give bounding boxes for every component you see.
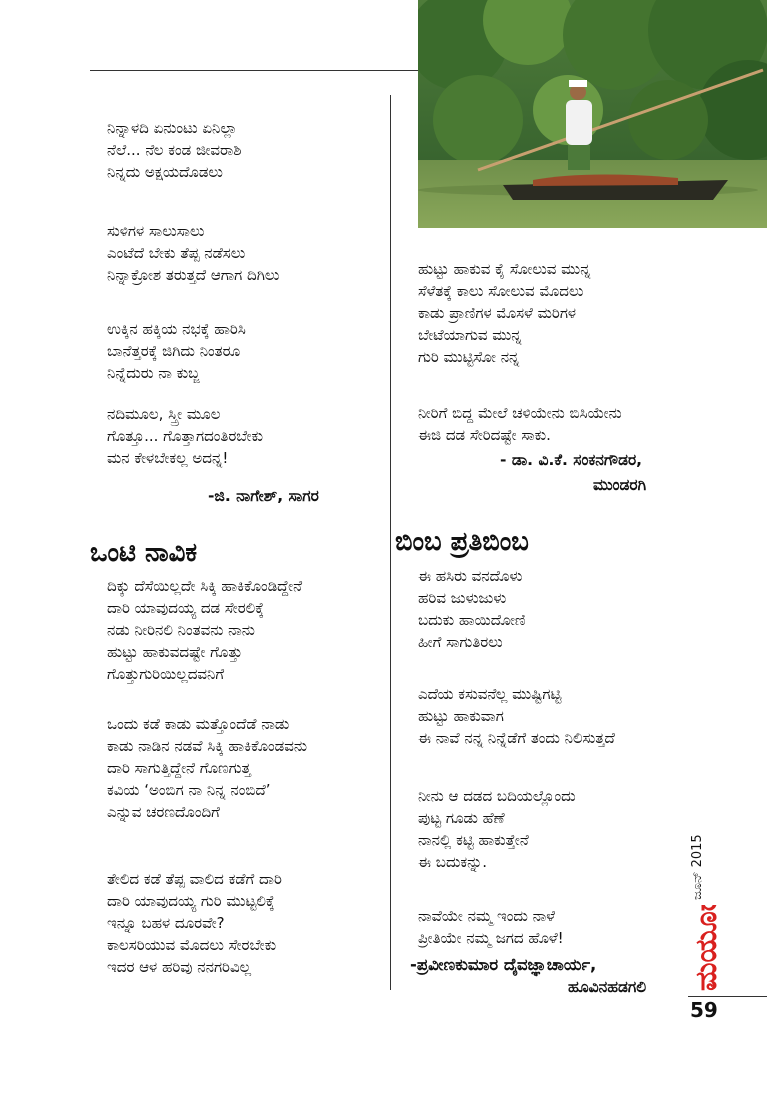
poem-line: ಕಾಡು ನಾಡಿನ ನಡವೆ ಸಿಕ್ಕಿ ಹಾಕಿಕೊಂಡವನು — [107, 737, 307, 755]
author-sankanagoudar-place: ಮುಂಡರಗಿ — [593, 476, 647, 494]
poem-line: ಬದುಕು ಹಾಯಿದೋಣಿ — [418, 611, 526, 629]
poem-line: ಪುಟ್ಟ ಗೂಡು ಹೆಣೆ — [418, 809, 505, 827]
poem-line: ಹುಟ್ಟು ಹಾಕುವದಷ್ಟೇ ಗೊತ್ತು — [107, 643, 243, 661]
poem-line: ಗೊತ್ತುಗುರಿಯಿಲ್ಲದವನಿಗೆ — [107, 665, 225, 683]
poem-line: ದಾರಿ ಸಾಗುತ್ತಿದ್ದೇನೆ ಗೊಣಗುತ್ತ — [107, 759, 251, 777]
poem-line: ದಾರಿ ಯಾವುದಯ್ಯ ಗುರಿ ಮುಟ್ಟಲಿಕ್ಕೆ — [107, 892, 275, 910]
poem-line: ತೇಲಿದ ಕಡೆ ತೆಪ್ಪ ವಾಲಿದ ಕಡೆಗೆ ದಾರಿ — [107, 870, 282, 888]
poem-line: ಈ ಹಸಿರು ವನದೊಳು — [418, 567, 523, 585]
poem-line: ಇದರ ಆಳ ಹರಿವು ನನಗರಿವಿಲ್ಲ — [107, 958, 252, 976]
poem-line: ಗೊತ್ತೂ... ಗೊತ್ತಾಗದಂತಿರಬೇಕು — [107, 427, 263, 445]
right-stanza-4 — [418, 683, 615, 749]
poem-line: ಕವಿಯ ‘ಅಂಬಿಗ ನಾ ನಿನ್ನ ನಂಬಿದೆ’ — [107, 781, 271, 799]
poem-line: ಉಕ್ಕಿನ ಹಕ್ಕಿಯ ನಭಕ್ಕೆ ಹಾರಿಸಿ — [107, 320, 246, 338]
poem-line: ಹರಿವ ಜುಳುಜುಳು — [418, 589, 507, 607]
page-number: 59 — [690, 998, 718, 1022]
poem-line: ನಿನ್ನಾಕ್ರೋಶ ತರುತ್ತದೆ ಆಗಾಗ ದಿಗಿಲು — [107, 266, 280, 284]
right-stanza-6 — [418, 905, 564, 949]
poem-line: ಈ ನಾವೆ ನನ್ನ ನಿನ್ನೆಡೆಗೆ ತಂದು ನಿಲಿಸುತ್ತದೆ — [418, 729, 615, 747]
issue-date-text: ಜೂನ್ 2015 — [690, 834, 705, 900]
top-divider — [90, 70, 420, 71]
left-stanza-3 — [107, 318, 246, 384]
poem-line: ಪ್ರೀತಿಯೇ ನಮ್ಮ ಜಗದ ಹೊಳೆ! — [418, 929, 564, 947]
author-praveenkumar-place: ಹೂವಿನಹಡಗಲಿ — [568, 978, 647, 996]
poem-line: ನಿನ್ನೆದುರು ನಾ ಕುಬ್ಜ — [107, 364, 200, 382]
right-stanza-3 — [418, 565, 526, 653]
poem-line: ಬೇಟೆಯಾಗುವ ಮುನ್ನ — [418, 326, 522, 344]
column-divider — [390, 95, 391, 990]
poem-line: ಸುಳಿಗಳ ಸಾಲುಸಾಲು — [107, 222, 205, 240]
left-stanza-2 — [107, 220, 279, 286]
poem-line: ಎಂಟೆದೆ ಬೇಕು ತೆಪ್ಪ ನಡೆಸಲು — [107, 244, 246, 262]
poem-line: ಕಾಲಸರಿಯುವ ಮೊದಲು ಸೇರಬೇಕು — [107, 936, 277, 954]
poem-line: ಹುಟ್ಟು ಹಾಕುವ ಕೈ ಸೋಲುವ ಮುನ್ನ — [418, 260, 591, 278]
left-stanza-7 — [107, 868, 282, 978]
left-stanza-4 — [107, 403, 263, 469]
poem-line: ಸೆಳೆತಕ್ಕೆ ಕಾಲು ಸೋಲುವ ಮೊದಲು — [418, 282, 584, 300]
poem-line: ಹೀಗೆ ಸಾಗುತಿರಲು — [418, 633, 503, 651]
right-stanza-5 — [418, 785, 576, 873]
author-nagesh: -ಜಿ. ನಾಗೇಶ್, ಸಾಗರ — [208, 487, 319, 505]
right-stanza-2 — [418, 402, 622, 446]
poem-line: ನಾವೆಯೇ ನಮ್ಮ ಇಂದು ನಾಳೆ — [418, 907, 556, 925]
right-stanza-1 — [418, 258, 591, 368]
poem-line: ನೀರಿಗೆ ಬಿದ್ದ ಮೇಲೆ ಚಳಿಯೇನು ಬಿಸಿಯೇನು — [418, 404, 622, 422]
magazine-logo — [686, 905, 724, 993]
poem-line: ದಾರಿ ಯಾವುದಯ್ಯ ದಡ ಸೇರಲಿಕ್ಕೆ — [107, 599, 265, 617]
left-stanza-5 — [107, 575, 302, 685]
poem-line: ಈ ಬದುಕನ್ನು. — [418, 853, 488, 871]
poem-line: ಗುರಿ ಮುಟ್ಟಿಸೋ ನನ್ನ — [418, 348, 520, 366]
poem-line: ಈಜಿ ದಡ ಸೇರಿದಷ್ಟೇ ಸಾಕು. — [418, 426, 551, 444]
poem-line: ಎನ್ನುವ ಚರಣದೊಂದಿಗೆ — [107, 803, 220, 821]
boatman-photo — [418, 0, 767, 228]
author-praveenkumar: -ಪ್ರವೀಣಕುಮಾರ ದೈವಜ್ಞಾಚಾರ್ಯ, — [410, 955, 597, 974]
left-stanza-1 — [107, 117, 241, 183]
poem-line: ನಡು ನೀರಿನಲಿ ನಿಂತವನು ನಾನು — [107, 621, 255, 639]
left-stanza-6 — [107, 713, 307, 823]
poem-line: ಇನ್ನೂ ಬಹಳ ದೂರವೇ? — [107, 914, 225, 932]
poem-line: ಎದೆಯ ಕಸುವನೆಲ್ಲ ಮುಷ್ಟಿಗಟ್ಟಿ — [418, 685, 562, 703]
footer-divider — [688, 996, 767, 997]
poem-title-bimba-pratibimba: ಬಿಂಬ ಪ್ರತಿಬಿಂಬ — [395, 527, 529, 557]
poem-line: ಒಂದು ಕಡೆ ಕಾಡು ಮತ್ತೊಂದೆಡೆ ನಾಡು — [107, 715, 290, 733]
poem-line: ನಿನ್ನಾಳದಿ ಏನುಂಟು ಏನಿಲ್ಲಾ — [107, 119, 238, 137]
poem-line: ನೆಲೆ... ನೆಲ ಕಂಡ ಜೀವರಾಶಿ — [107, 141, 242, 159]
magazine-logo-text: ಮಯೂರ — [689, 905, 724, 991]
poem-line: ನಾನಲ್ಲಿ ಕಟ್ಟಿ ಹಾಕುತ್ತೇನೆ — [418, 831, 529, 849]
poem-line: ನದಿಮೂಲ, ಸ್ತ್ರೀ ಮೂಲ — [107, 405, 221, 423]
poem-line: ಹುಟ್ಟು ಹಾಕುವಾಗ — [418, 707, 504, 725]
poem-line: ಬಾನೆತ್ತರಕ್ಕೆ ಜಿಗಿದು ನಿಂತರೂ — [107, 342, 241, 360]
author-sankanagoudar: - ಡಾ. ವಿ.ಕೆ. ಸಂಕನಗೌಡರ, — [500, 451, 643, 469]
poem-line: ನಿನ್ನದು ಅಕ್ಷಯದೊಡಲು — [107, 163, 223, 181]
poem-line: ಮನ ಕೇಳಬೇಕಲ್ಲ ಅದನ್ನ! — [107, 449, 229, 467]
poem-line: ನೀನು ಆ ದಡದ ಬದಿಯಲ್ಲೊಂದು — [418, 787, 576, 805]
issue-date — [686, 800, 716, 900]
poem-line: ಕಾಡು ಪ್ರಾಣಿಗಳ ಮೊಸಳೆ ಮರಿಗಳ — [418, 304, 577, 322]
poem-line: ದಿಕ್ಕು ದೆಸೆಯಿಲ್ಲದೇ ಸಿಕ್ಕಿ ಹಾಕಿಕೊಂಡಿದ್ದೇನೆ — [107, 577, 303, 595]
poem-title-onti-navika: ಒಂಟಿ ನಾವಿಕ — [90, 538, 198, 568]
